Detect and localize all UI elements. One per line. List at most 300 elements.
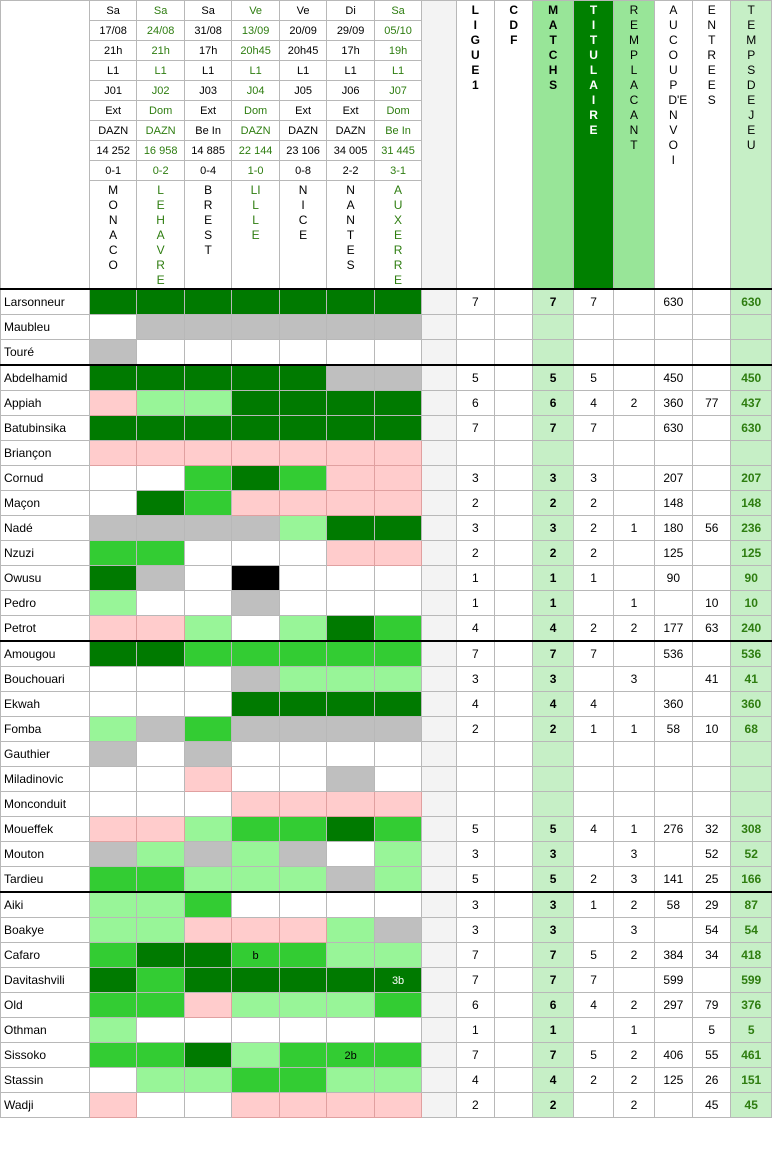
separator-cell: [422, 742, 456, 767]
player-name: Miladinovic: [1, 767, 90, 792]
stat-matchs: 3: [533, 516, 573, 541]
match-venue: Dom: [137, 101, 184, 121]
match-cell: [137, 516, 184, 541]
stat-matchs: 3: [533, 892, 573, 918]
match-tv: DAZN: [232, 121, 279, 141]
stat-entr: [693, 441, 731, 466]
vertical-text: NICE: [298, 183, 308, 242]
match-cell: [327, 667, 374, 692]
stat-tit: [573, 667, 613, 692]
match-comp: L1: [232, 61, 279, 81]
stat-cdf: [495, 1068, 533, 1093]
stat-ligue: 2: [456, 491, 494, 516]
match-cell: [279, 842, 326, 867]
match-date: 31/08: [184, 21, 231, 41]
match-cell: [279, 742, 326, 767]
match-cell: [89, 867, 136, 893]
stat-ligue: 3: [456, 466, 494, 491]
stat-ligue: 2: [456, 541, 494, 566]
stat-tit: 7: [573, 289, 613, 315]
separator-cell: [422, 968, 456, 993]
match-cell: [279, 692, 326, 717]
stat-tit: [573, 1018, 613, 1043]
match-cell: [279, 616, 326, 642]
stat-tit: [573, 1093, 613, 1118]
stat-entr: [693, 742, 731, 767]
stat-entr: [693, 968, 731, 993]
stat-entr: 52: [693, 842, 731, 867]
match-cell: [232, 892, 279, 918]
match-cell: [279, 867, 326, 893]
separator-cell: [422, 289, 456, 315]
stat-rem: 2: [614, 1043, 654, 1068]
match-cell: [137, 289, 184, 315]
match-cell: [137, 842, 184, 867]
stat-cdf: [495, 340, 533, 366]
stat-entr: 63: [693, 616, 731, 642]
separator-cell: [422, 1093, 456, 1118]
stat-matchs: 7: [533, 1043, 573, 1068]
player-row: [1, 742, 772, 767]
separator-cell: [422, 918, 456, 943]
player-name: Bouchouari: [1, 667, 90, 692]
player-row: [1, 1043, 772, 1068]
match-cell: [184, 641, 231, 667]
player-name: Tardieu: [1, 867, 90, 893]
match-cell: [184, 566, 231, 591]
match-cell: [184, 365, 231, 391]
match-cell: [374, 1093, 421, 1118]
match-cell: [184, 717, 231, 742]
separator-cell: [422, 867, 456, 893]
stat-matchs: 2: [533, 541, 573, 566]
stat-rem: 2: [614, 943, 654, 968]
match-cell: [89, 641, 136, 667]
match-cell: [89, 1018, 136, 1043]
match-cell: [279, 918, 326, 943]
match-cell: [374, 340, 421, 366]
match-cell: [89, 516, 136, 541]
stat-cdf: [495, 591, 533, 616]
stat-rem: 2: [614, 1068, 654, 1093]
match-cell: [89, 616, 136, 642]
match-cell: [327, 541, 374, 566]
match-cell: [279, 340, 326, 366]
match-cell: [374, 792, 421, 817]
match-cell: [232, 1093, 279, 1118]
stat-entr: [693, 315, 731, 340]
stat-entr: [693, 692, 731, 717]
match-cell: [232, 289, 279, 315]
stat-cdf: [495, 968, 533, 993]
player-name: Amougou: [1, 641, 90, 667]
stat-temps: 461: [731, 1043, 772, 1068]
stat-ligue: 7: [456, 968, 494, 993]
player-row: [1, 315, 772, 340]
stat-temps: 148: [731, 491, 772, 516]
stat-ligue: 1: [456, 1018, 494, 1043]
player-name: Fomba: [1, 717, 90, 742]
match-cell: [89, 365, 136, 391]
stat-temps: 360: [731, 692, 772, 717]
match-cell: [232, 993, 279, 1018]
stat-tit: [573, 918, 613, 943]
stat-entr: 29: [693, 892, 731, 918]
stat-coup: [654, 1018, 692, 1043]
match-day: Sa: [184, 1, 231, 21]
match-cell: [327, 365, 374, 391]
stat-ligue: [456, 767, 494, 792]
match-cell: [279, 365, 326, 391]
column-header-remplacant: [614, 1, 654, 290]
stat-cdf: [495, 391, 533, 416]
match-cell: [232, 867, 279, 893]
match-cell: [327, 842, 374, 867]
stat-matchs: [533, 441, 573, 466]
player-row: [1, 416, 772, 441]
match-cell: [327, 767, 374, 792]
match-date: 17/08: [89, 21, 136, 41]
stat-entr: 41: [693, 667, 731, 692]
stat-ligue: [456, 742, 494, 767]
player-name: Gauthier: [1, 742, 90, 767]
stat-entr: 10: [693, 591, 731, 616]
match-cell: [279, 667, 326, 692]
match-attendance: 23 106: [279, 141, 326, 161]
separator-column: [422, 1, 456, 290]
match-cell: [327, 591, 374, 616]
match-cell: [232, 416, 279, 441]
match-cell: [184, 742, 231, 767]
stat-coup: 90: [654, 566, 692, 591]
vertical-text: AUXERRE: [393, 183, 403, 287]
stat-temps: [731, 742, 772, 767]
stat-coup: 58: [654, 892, 692, 918]
stat-matchs: [533, 315, 573, 340]
stat-coup: 148: [654, 491, 692, 516]
stat-matchs: [533, 742, 573, 767]
stat-ligue: 6: [456, 993, 494, 1018]
stat-ligue: 3: [456, 667, 494, 692]
stat-tit: 2: [573, 516, 613, 541]
stat-rem: [614, 289, 654, 315]
stat-matchs: 3: [533, 466, 573, 491]
stat-matchs: [533, 340, 573, 366]
stat-temps: 90: [731, 566, 772, 591]
stat-tit: 4: [573, 817, 613, 842]
stat-tit: 2: [573, 616, 613, 642]
stat-tit: 1: [573, 566, 613, 591]
match-cell: [279, 416, 326, 441]
stat-temps: 68: [731, 717, 772, 742]
stat-temps: [731, 767, 772, 792]
match-cell: [279, 943, 326, 968]
stat-ligue: 7: [456, 943, 494, 968]
match-cell: [89, 742, 136, 767]
player-row: [1, 466, 772, 491]
match-cell: [137, 541, 184, 566]
match-cell: [232, 1043, 279, 1068]
match-cell: [327, 742, 374, 767]
match-cell: [327, 968, 374, 993]
stat-temps: 240: [731, 616, 772, 642]
match-cell: [279, 516, 326, 541]
stat-rem: 3: [614, 667, 654, 692]
match-cell: [232, 667, 279, 692]
separator-cell: [422, 667, 456, 692]
vertical-text: TEMPS DE JEU: [746, 3, 757, 152]
match-cell: [184, 1018, 231, 1043]
separator-cell: [422, 365, 456, 391]
column-header-coup_envoi: [654, 1, 692, 290]
match-time: 20h45: [279, 41, 326, 61]
match-opponent: [89, 181, 136, 290]
match-cell: [137, 1018, 184, 1043]
match-cell: [89, 289, 136, 315]
match-cell: [184, 692, 231, 717]
stat-ligue: 2: [456, 717, 494, 742]
stat-cdf: [495, 993, 533, 1018]
match-time: 17h: [184, 41, 231, 61]
match-cell: [279, 817, 326, 842]
stat-matchs: 1: [533, 1018, 573, 1043]
match-time: 17h: [327, 41, 374, 61]
match-cell: [374, 892, 421, 918]
match-day: Ve: [279, 1, 326, 21]
player-name: Stassin: [1, 1068, 90, 1093]
stat-rem: [614, 491, 654, 516]
match-cell: [279, 968, 326, 993]
match-opponent: [137, 181, 184, 290]
match-cell: [374, 667, 421, 692]
stat-matchs: 3: [533, 918, 573, 943]
match-venue: Ext: [279, 101, 326, 121]
stat-temps: [731, 792, 772, 817]
match-cell: [374, 968, 421, 993]
stat-rem: [614, 968, 654, 993]
header-row-day: [1, 1, 772, 21]
match-attendance: 34 005: [327, 141, 374, 161]
stat-ligue: [456, 792, 494, 817]
match-cell: [232, 767, 279, 792]
match-cell: [279, 1043, 326, 1068]
stat-entr: 45: [693, 1093, 731, 1118]
stat-tit: 1: [573, 717, 613, 742]
match-round: J07: [374, 81, 421, 101]
match-opponent: [232, 181, 279, 290]
stat-ligue: 4: [456, 1068, 494, 1093]
stat-matchs: 7: [533, 416, 573, 441]
stat-coup: [654, 441, 692, 466]
stat-ligue: 3: [456, 516, 494, 541]
match-comp: L1: [279, 61, 326, 81]
stat-temps: 630: [731, 289, 772, 315]
match-cell: [232, 792, 279, 817]
vertical-text: LILLE: [250, 183, 261, 242]
stat-tit: [573, 591, 613, 616]
stat-tit: 7: [573, 968, 613, 993]
match-date: 24/08: [137, 21, 184, 41]
match-cell: [327, 566, 374, 591]
match-cell: [184, 1093, 231, 1118]
match-day: Sa: [137, 1, 184, 21]
stat-coup: [654, 591, 692, 616]
match-cell: [184, 667, 231, 692]
match-cell: [184, 792, 231, 817]
stat-rem: 1: [614, 1018, 654, 1043]
stat-temps: 54: [731, 918, 772, 943]
match-cell: [137, 365, 184, 391]
match-comp: L1: [327, 61, 374, 81]
match-cell: [232, 616, 279, 642]
stat-coup: 384: [654, 943, 692, 968]
player-name: Larsonneur: [1, 289, 90, 315]
stat-tit: 1: [573, 892, 613, 918]
match-comp: L1: [137, 61, 184, 81]
match-cell: [279, 1018, 326, 1043]
match-cell: [89, 1093, 136, 1118]
vertical-text: AU COUP D'ENVOI: [668, 3, 688, 167]
stat-rem: 2: [614, 993, 654, 1018]
separator-cell: [422, 541, 456, 566]
separator-cell: [422, 416, 456, 441]
separator-cell: [422, 993, 456, 1018]
match-cell: [374, 692, 421, 717]
match-opponent: [279, 181, 326, 290]
match-cell: [327, 943, 374, 968]
match-cell: [327, 441, 374, 466]
stat-matchs: [533, 792, 573, 817]
match-cell: [184, 767, 231, 792]
separator-cell: [422, 340, 456, 366]
separator-cell: [422, 441, 456, 466]
stat-ligue: 5: [456, 365, 494, 391]
match-cell: [279, 541, 326, 566]
player-row: [1, 968, 772, 993]
match-cell: [184, 918, 231, 943]
stat-matchs: 2: [533, 491, 573, 516]
player-name: Owusu: [1, 566, 90, 591]
stat-matchs: 4: [533, 1068, 573, 1093]
match-day: Sa: [374, 1, 421, 21]
match-score: 2-2: [327, 161, 374, 181]
stat-cdf: [495, 365, 533, 391]
match-cell: [137, 792, 184, 817]
stat-coup: 276: [654, 817, 692, 842]
match-cell: [327, 717, 374, 742]
stat-temps: 450: [731, 365, 772, 391]
match-cell: [374, 289, 421, 315]
match-cell: [374, 566, 421, 591]
match-cell: [374, 943, 421, 968]
match-cell: [374, 742, 421, 767]
match-cell: [89, 1043, 136, 1068]
match-cell: [327, 315, 374, 340]
match-cell: [184, 591, 231, 616]
stat-matchs: 7: [533, 641, 573, 667]
stat-matchs: 5: [533, 867, 573, 893]
match-venue: Dom: [232, 101, 279, 121]
stat-entr: [693, 541, 731, 566]
match-cell: [89, 566, 136, 591]
stat-ligue: 7: [456, 641, 494, 667]
match-cell: [279, 792, 326, 817]
match-cell: [184, 541, 231, 566]
match-mark: 3b: [391, 975, 405, 987]
vertical-text: REMPLACANT: [628, 3, 639, 152]
stat-temps: 41: [731, 667, 772, 692]
match-cell: [374, 616, 421, 642]
stat-coup: 125: [654, 541, 692, 566]
stat-entr: [693, 767, 731, 792]
stat-matchs: 1: [533, 591, 573, 616]
stat-rem: [614, 541, 654, 566]
player-name: Old: [1, 993, 90, 1018]
stat-tit: 3: [573, 466, 613, 491]
match-tv: Be In: [374, 121, 421, 141]
match-cell: [89, 541, 136, 566]
column-header-temps: [731, 1, 772, 290]
match-cell: [327, 918, 374, 943]
stat-coup: [654, 315, 692, 340]
match-cell: [137, 315, 184, 340]
match-cell: [137, 667, 184, 692]
match-cell: [327, 466, 374, 491]
vertical-text: LIGUE 1: [470, 3, 481, 92]
match-cell: [137, 491, 184, 516]
match-cell: [137, 1093, 184, 1118]
match-cell: [184, 315, 231, 340]
match-opponent: [327, 181, 374, 290]
match-cell: [374, 516, 421, 541]
match-cell: [374, 466, 421, 491]
match-attendance: 31 445: [374, 141, 421, 161]
match-cell: [327, 1068, 374, 1093]
stat-cdf: [495, 416, 533, 441]
match-cell: [327, 993, 374, 1018]
stat-temps: 207: [731, 466, 772, 491]
match-cell: [89, 842, 136, 867]
stat-ligue: 1: [456, 591, 494, 616]
stat-cdf: [495, 943, 533, 968]
stat-tit: 4: [573, 391, 613, 416]
match-opponent: [184, 181, 231, 290]
match-cell: [279, 993, 326, 1018]
match-cell: [279, 1093, 326, 1118]
match-cell: [89, 918, 136, 943]
stat-coup: 360: [654, 692, 692, 717]
player-name: Pedro: [1, 591, 90, 616]
stat-temps: 630: [731, 416, 772, 441]
match-venue: Ext: [184, 101, 231, 121]
stat-temps: [731, 441, 772, 466]
match-attendance: 14 885: [184, 141, 231, 161]
match-cell: [232, 391, 279, 416]
stat-entr: 34: [693, 943, 731, 968]
stat-matchs: 4: [533, 692, 573, 717]
player-row: [1, 591, 772, 616]
vertical-text: TITULAIRE: [589, 3, 598, 137]
match-cell: [232, 591, 279, 616]
stat-cdf: [495, 717, 533, 742]
player-row: [1, 289, 772, 315]
stat-tit: 2: [573, 1068, 613, 1093]
player-row: [1, 491, 772, 516]
separator-cell: [422, 1018, 456, 1043]
column-header-entrees: [693, 1, 731, 290]
stat-matchs: 4: [533, 616, 573, 642]
stat-coup: [654, 792, 692, 817]
